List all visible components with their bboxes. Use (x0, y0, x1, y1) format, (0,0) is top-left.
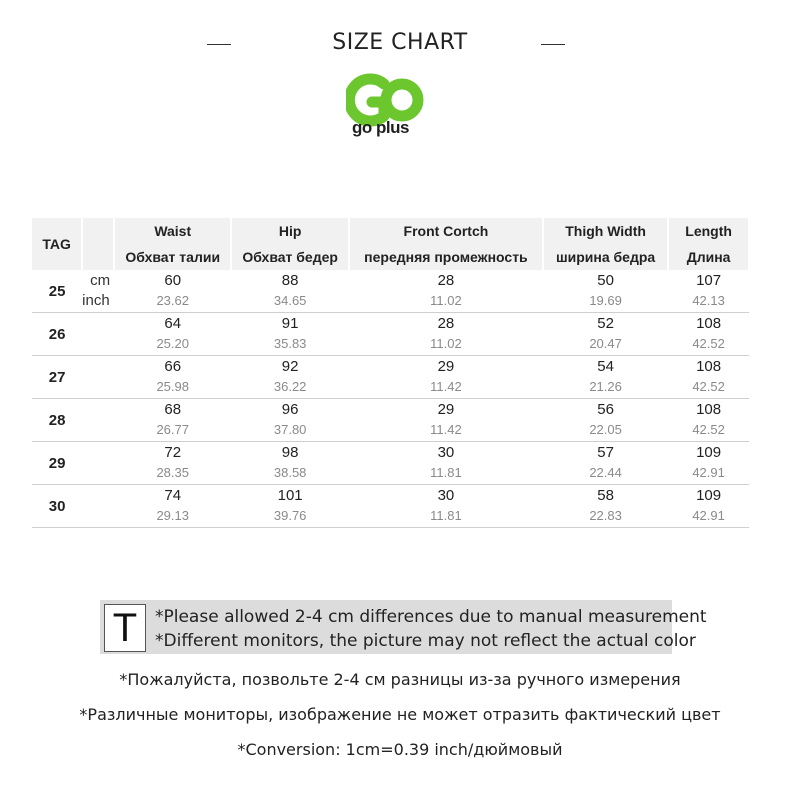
unit-cm-label: cm (90, 272, 111, 289)
note-monitor-en: *Different monitors, the picture may not reflect the actual color (155, 631, 696, 651)
value-cm: 57 (597, 444, 614, 461)
value-inch: 22.83 (589, 508, 622, 523)
measurement-cell (231, 356, 348, 399)
value-inch: 20.47 (589, 336, 622, 351)
value-inch: 39.76 (273, 508, 307, 523)
value-cm: 88 (281, 272, 299, 289)
value-cm: 109 (696, 444, 722, 461)
value-inch: 37.80 (273, 422, 307, 437)
column-header-hip: Hip Обхват бедер (231, 218, 348, 270)
value-inch: 36.22 (273, 379, 307, 394)
measurement-cell (668, 270, 749, 313)
column-header-length: Length Длина (668, 218, 749, 270)
value-cm: 91 (281, 315, 299, 332)
value-inch: 42.52 (692, 422, 725, 437)
table-row (32, 442, 749, 485)
value-cm: 72 (164, 444, 182, 461)
value-inch: 22.05 (589, 422, 622, 437)
value-cm: 101 (277, 487, 303, 504)
size-table (32, 218, 750, 528)
value-cm: 28 (437, 315, 455, 332)
value-inch: 11.02 (430, 293, 462, 308)
value-inch: 42.52 (692, 379, 725, 394)
measurement-cell (231, 485, 348, 528)
unit-inch-label: inch (82, 292, 110, 309)
value-inch: 34.65 (273, 293, 307, 308)
value-cm: 54 (597, 358, 614, 375)
measurement-cell (231, 270, 348, 313)
unit-labels (82, 399, 114, 442)
value-cm: 108 (696, 401, 722, 418)
value-inch: 11.42 (430, 422, 462, 437)
value-inch: 42.91 (692, 508, 725, 523)
measurement-cell (668, 356, 749, 399)
note-measurement-en: *Please allowed 2-4 cm differences due to manual measurement (155, 607, 707, 627)
value-inch: 42.91 (692, 465, 725, 480)
value-cm: 108 (696, 358, 722, 375)
value-cm: 107 (696, 272, 722, 289)
value-inch: 25.98 (156, 379, 189, 394)
value-inch: 29.13 (156, 508, 189, 523)
value-cm: 98 (281, 444, 299, 461)
unit-header (82, 218, 114, 270)
note-monitor-ru: *Различные мониторы, изображение не может отразить фактический цвет (79, 705, 721, 724)
table-row (32, 399, 749, 442)
title-row (0, 30, 800, 60)
value-cm: 56 (597, 401, 614, 418)
measurement-cell (543, 485, 668, 528)
size-tag: 27 (32, 356, 82, 399)
value-cm: 66 (164, 358, 182, 375)
value-inch: 11.42 (430, 379, 462, 394)
size-tag: 28 (32, 399, 82, 442)
measurement-cell (349, 356, 543, 399)
value-cm: 28 (437, 272, 455, 289)
size-tag: 26 (32, 313, 82, 356)
value-inch: 22.44 (589, 465, 622, 480)
measurement-cell (349, 485, 543, 528)
measurement-cell (349, 442, 543, 485)
value-cm: 60 (164, 272, 182, 289)
note-measurement-ru: *Пожалуйста, позвольте 2-4 см разницы из-за ручного измерения (119, 670, 681, 689)
measurement-cell (543, 399, 668, 442)
conversion-note: *Conversion: 1cm=0.39 inch/дюймовый (237, 740, 563, 759)
measurement-cell (231, 399, 348, 442)
table-header-row (32, 218, 749, 270)
value-cm: 74 (164, 487, 182, 504)
measurement-cell (114, 442, 231, 485)
unit-labels (82, 356, 114, 399)
table-row (32, 313, 749, 356)
unit-labels (82, 442, 114, 485)
value-inch: 19.69 (589, 293, 622, 308)
value-inch: 28.35 (156, 465, 189, 480)
column-header-front-crotch: Front Cortch передняя промежность (349, 218, 543, 270)
measurement-cell (231, 442, 348, 485)
table-row (32, 270, 749, 313)
unit-labels (82, 485, 114, 528)
measurement-cell (543, 313, 668, 356)
value-inch: 11.02 (430, 336, 462, 351)
value-cm: 68 (164, 401, 182, 418)
value-cm: 30 (437, 444, 455, 461)
brand-name: go plus (352, 118, 409, 137)
value-inch: 42.52 (692, 336, 725, 351)
measurement-cell (668, 313, 749, 356)
text-t-icon: T (104, 604, 146, 652)
title-divider-right (541, 44, 565, 45)
value-inch: 11.81 (430, 508, 462, 523)
measurement-cell (543, 356, 668, 399)
column-header-thigh-width: Thigh Width ширина бедра (543, 218, 668, 270)
value-inch: 26.77 (156, 422, 189, 437)
value-cm: 108 (696, 315, 722, 332)
notice-box (100, 600, 707, 654)
measurement-cell (668, 442, 749, 485)
measurement-cell (114, 313, 231, 356)
measurement-cell (231, 313, 348, 356)
value-inch: 11.81 (430, 465, 462, 480)
value-cm: 96 (281, 401, 299, 418)
measurement-cell (114, 485, 231, 528)
size-tag: 25 (32, 270, 82, 313)
value-inch: 38.58 (273, 465, 307, 480)
value-cm: 29 (437, 358, 455, 375)
table-row (32, 485, 749, 528)
measurement-cell (114, 356, 231, 399)
measurement-cell (668, 399, 749, 442)
measurement-cell (543, 270, 668, 313)
measurement-cell (349, 270, 543, 313)
value-inch: 23.62 (156, 293, 189, 308)
value-cm: 64 (164, 315, 182, 332)
measurement-cell (114, 270, 231, 313)
measurement-cell (349, 399, 543, 442)
value-inch: 35.83 (273, 336, 307, 351)
column-header-waist: Waist Обхват талии (114, 218, 231, 270)
measurement-cell (349, 313, 543, 356)
measurement-cell (543, 442, 668, 485)
value-inch: 25.20 (156, 336, 189, 351)
measurement-cell (668, 485, 749, 528)
value-cm: 109 (696, 487, 722, 504)
measurement-cell (114, 399, 231, 442)
value-cm: 50 (597, 272, 614, 289)
value-inch: 21.26 (589, 379, 622, 394)
unit-labels (82, 313, 114, 356)
table-row (32, 356, 749, 399)
value-cm: 30 (437, 487, 455, 504)
value-cm: 52 (597, 315, 614, 332)
size-tag: 29 (32, 442, 82, 485)
value-cm: 29 (437, 401, 455, 418)
size-tag: 30 (32, 485, 82, 528)
page-title: SIZE CHART (332, 30, 468, 55)
unit-labels (82, 270, 114, 313)
value-cm: 58 (597, 487, 614, 504)
value-inch: 42.13 (692, 293, 725, 308)
tag-header: TAG (32, 218, 82, 270)
brand-logo-icon (349, 79, 418, 121)
value-cm: 92 (281, 358, 299, 375)
